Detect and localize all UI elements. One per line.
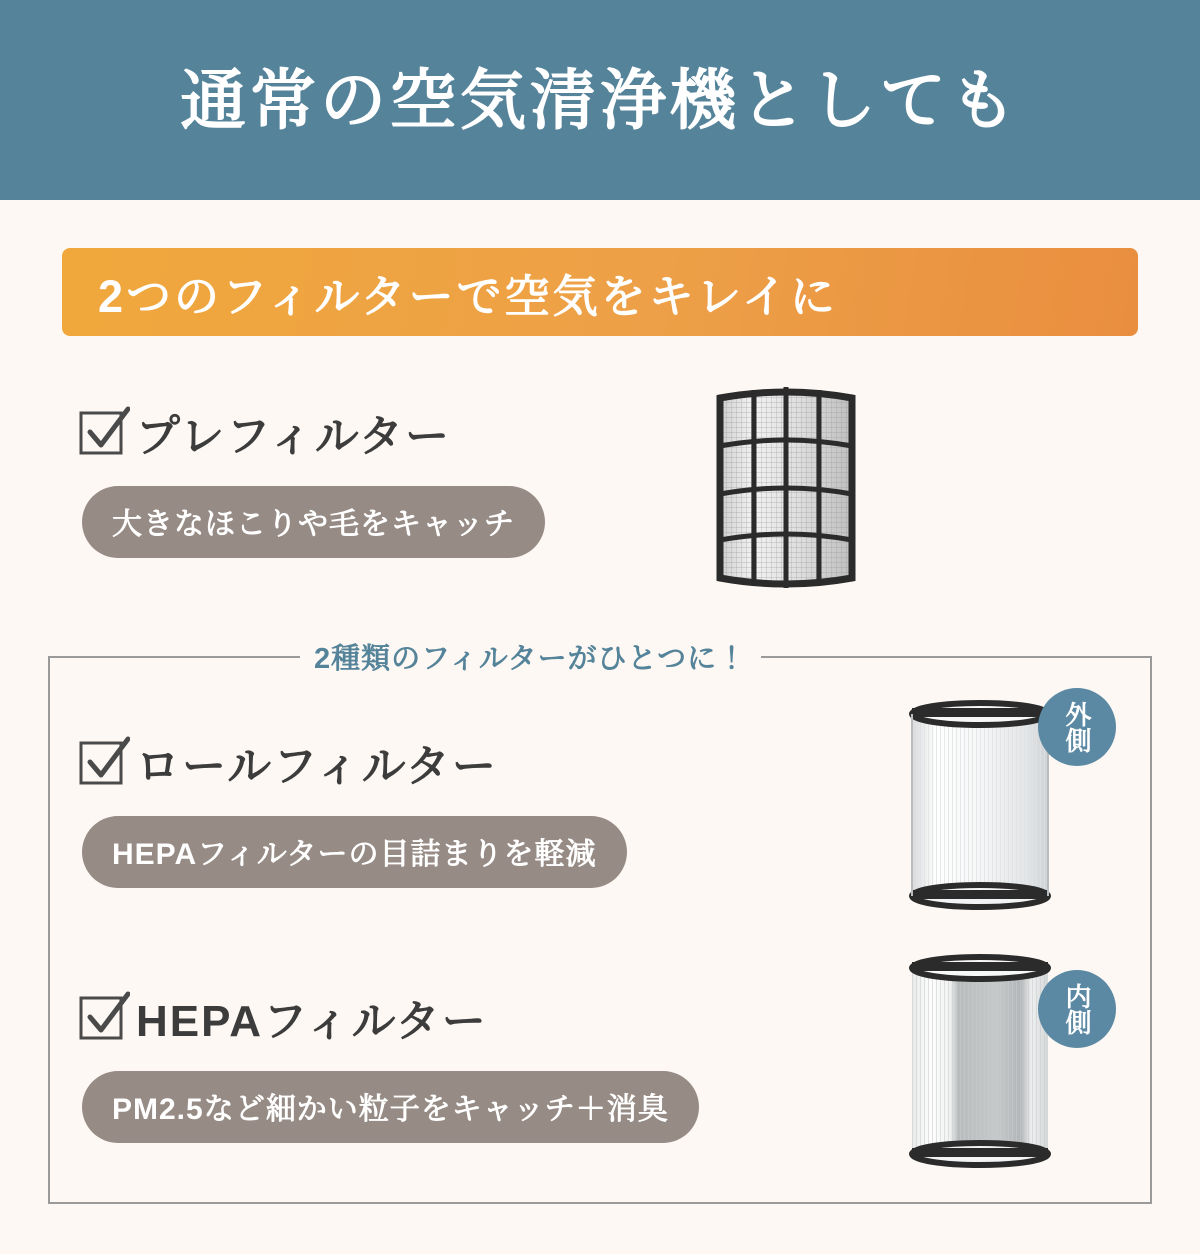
roll-filter-label: ロールフィルター <box>136 742 498 791</box>
hepa-filter-image <box>900 952 1060 1170</box>
hepa-filter-label: HEPAフィルター <box>136 997 488 1046</box>
prefilter-description: 大きなほこりや毛をキャッチ <box>82 486 545 558</box>
pre-filter-mesh-image <box>706 382 866 594</box>
page-title: 通常の空気清浄機としても <box>180 62 1020 137</box>
hepa-filter-block <box>78 985 699 1143</box>
section-banner-label: 2つのフィルターで空気をキレイに <box>98 270 838 322</box>
hepa-filter-heading-row <box>78 985 699 1049</box>
roll-filter-heading-row <box>78 730 627 794</box>
roll-filter-description: HEPAフィルターの目詰まりを軽減 <box>82 816 627 888</box>
roll-filter-image <box>900 700 1060 910</box>
hepa-filter-badge: 内側 <box>1038 970 1116 1048</box>
check-icon <box>78 736 130 788</box>
prefilter-label: プレフィルター <box>136 412 451 461</box>
roll-filter-block <box>78 730 627 888</box>
roll-filter-badge: 外側 <box>1038 688 1116 766</box>
hepa-filter-description: PM2.5など細かい粒子をキャッチ＋消臭 <box>82 1071 699 1143</box>
prefilter-block <box>78 400 545 558</box>
check-icon <box>78 991 130 1043</box>
header-band <box>0 0 1200 200</box>
prefilter-heading-row <box>78 400 545 464</box>
check-icon <box>78 406 130 458</box>
section-banner <box>62 248 1138 336</box>
combined-filter-legend: 2種類のフィルターがひとつに！ <box>300 636 761 677</box>
